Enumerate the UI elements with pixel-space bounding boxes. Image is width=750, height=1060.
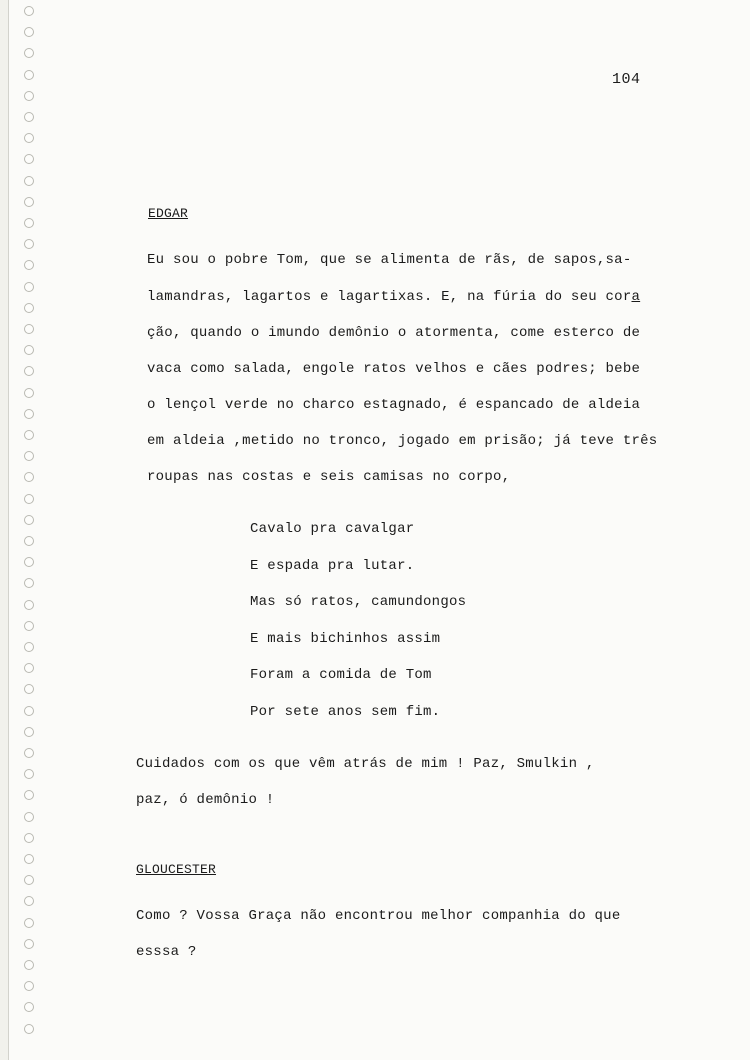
prose-line: Cuidados com os que vêm atrás de mim ! Paz, Smulkin , [136,756,595,772]
punch-hole-icon [24,70,34,80]
punch-holes [24,6,38,1046]
punch-hole-icon [24,939,34,949]
punch-hole-icon [24,91,34,101]
punch-hole-icon [24,6,34,16]
punch-hole-icon [24,494,34,504]
verse-line: Mas só ratos, camundongos [250,594,467,610]
punch-hole-icon [24,451,34,461]
punch-hole-icon [24,388,34,398]
punch-hole-icon [24,748,34,758]
punch-hole-icon [24,154,34,164]
punch-hole-icon [24,536,34,546]
punch-hole-icon [24,727,34,737]
punch-hole-icon [24,324,34,334]
punch-hole-icon [24,854,34,864]
punch-hole-icon [24,960,34,970]
punch-hole-icon [24,176,34,186]
punch-hole-icon [24,430,34,440]
punch-hole-icon [24,642,34,652]
prose-line: ção, quando o imundo demônio o atormenta, come esterco de [147,325,641,341]
verse-line: Por sete anos sem fim. [250,704,441,720]
prose-line: Eu sou o pobre Tom, que se alimenta de rãs, de sapos,sa- [147,252,632,268]
punch-hole-icon [24,112,34,122]
speaker-gloucester: GLOUCESTER [136,862,217,877]
punch-hole-icon [24,1024,34,1034]
punch-hole-icon [24,663,34,673]
punch-hole-icon [24,769,34,779]
prose-line: paz, ó demônio ! [136,792,275,808]
punch-hole-icon [24,282,34,292]
paper-edge [0,0,9,1060]
punch-hole-icon [24,27,34,37]
verse-line: E espada pra lutar. [250,558,415,574]
punch-hole-icon [24,896,34,906]
punch-hole-icon [24,578,34,588]
punch-hole-icon [24,366,34,376]
prose-line: vaca como salada, engole ratos velhos e cães podres; bebe [147,361,641,377]
verse-line: Foram a comida de Tom [250,667,432,683]
punch-hole-icon [24,345,34,355]
punch-hole-icon [24,557,34,567]
punch-hole-icon [24,600,34,610]
speaker-edgar: EDGAR [148,206,189,221]
punch-hole-icon [24,515,34,525]
punch-hole-icon [24,303,34,313]
punch-hole-icon [24,1002,34,1012]
punch-hole-icon [24,409,34,419]
verse-line: Cavalo pra cavalgar [250,521,415,537]
punch-hole-icon [24,133,34,143]
punch-hole-icon [24,790,34,800]
prose-line: Como ? Vossa Graça não encontrou melhor companhia do que [136,908,621,924]
punch-hole-icon [24,918,34,928]
punch-hole-icon [24,833,34,843]
verse-line: E mais bichinhos assim [250,631,441,647]
prose-line: roupas nas costas e seis camisas no corpo, [147,469,511,485]
page-number: 104 [612,71,641,88]
punch-hole-icon [24,260,34,270]
punch-hole-icon [24,981,34,991]
prose-line: em aldeia ,metido no tronco, jogado em prisão; já teve três [147,433,658,449]
punch-hole-icon [24,239,34,249]
punch-hole-icon [24,621,34,631]
punch-hole-icon [24,706,34,716]
prose-line: o lençol verde no charco estagnado, é espancado de aldeia [147,397,641,413]
punch-hole-icon [24,218,34,228]
punch-hole-icon [24,875,34,885]
punch-hole-icon [24,684,34,694]
prose-line: lamandras, lagartos e lagartixas. E, na fúria do seu cora [147,289,641,305]
punch-hole-icon [24,812,34,822]
punch-hole-icon [24,197,34,207]
punch-hole-icon [24,472,34,482]
prose-line: esssa ? [136,944,197,960]
punch-hole-icon [24,48,34,58]
